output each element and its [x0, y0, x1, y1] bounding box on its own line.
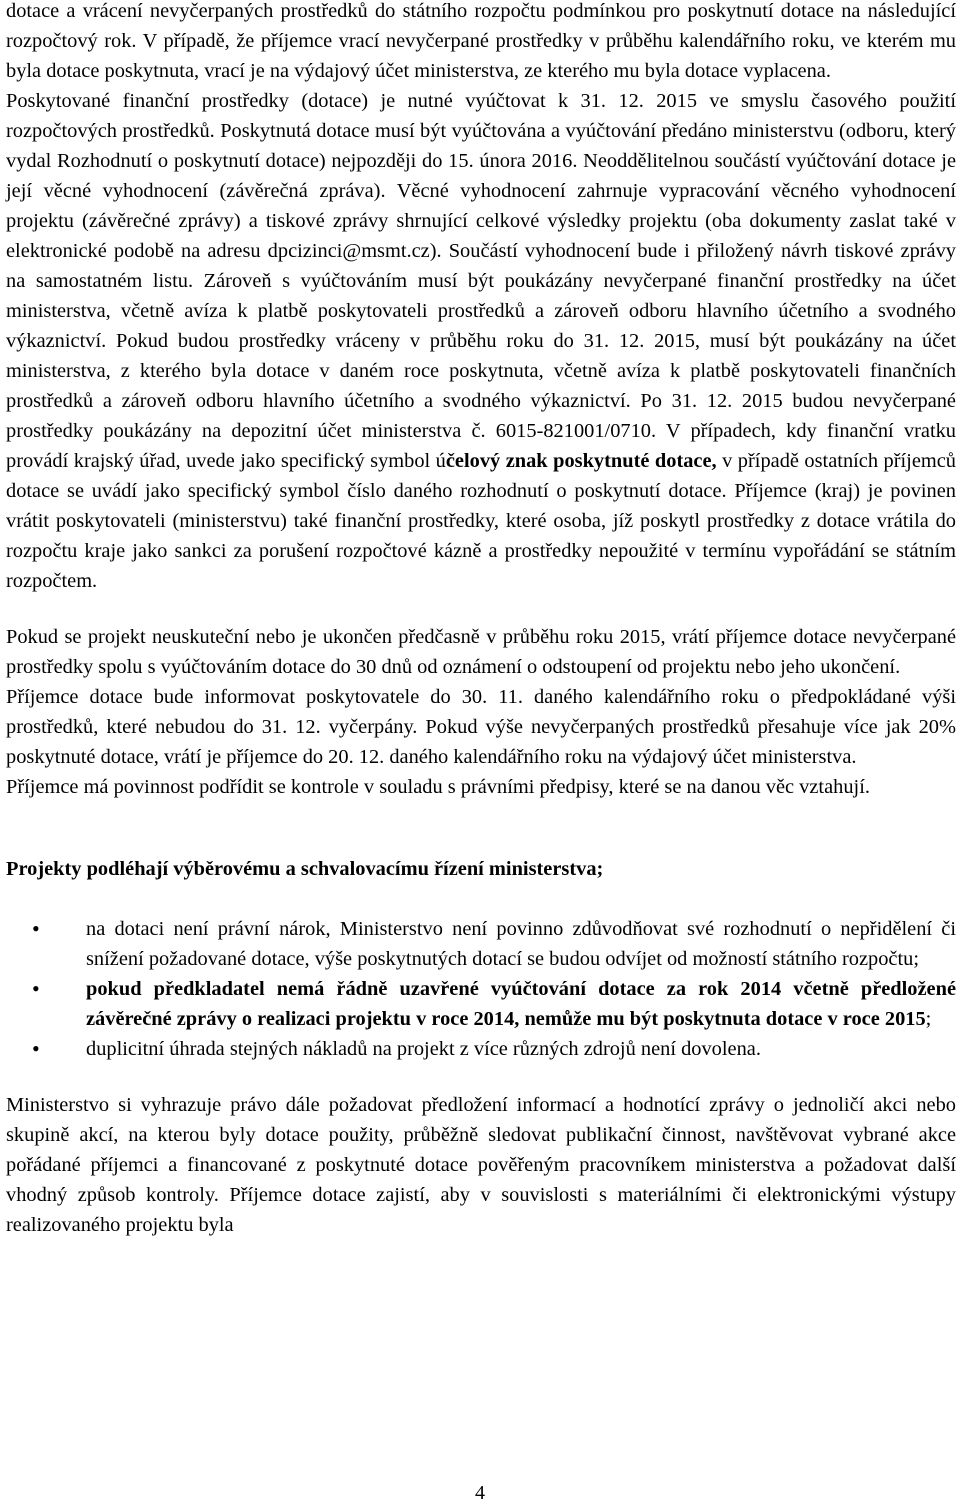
list-item	[6, 974, 956, 1034]
paragraph-project-cancel: Pokud se projekt neuskuteční nebo je ukončen předčasně v průběhu roku 2015, vrátí příjemce dotace nevyčerpané prostředky spolu s vyúčtováním dotace do 30 dnů od oznámení o odstoupení od projektu nebo jeho ukončení.	[6, 626, 956, 678]
paragraph-settlement-bold: čelový znak poskytnuté dotace,	[445, 450, 717, 472]
paragraph-settlement-tail: v případě ostatních příjemců dotace se uvádí jako specifický symbol číslo daného rozhodnutí o poskytnutí dotace. Příjemce (kraj) je povinen vrátit poskytovateli (ministerstvu) také finanční prostředky, které osoba, jíž poskytl prostředky z dotace vrátila do rozpočtu kraje jako sankci za porušení rozpočtové kázně a prostředky nepoužité v termínu vypořádání se státním rozpočtem.	[6, 450, 957, 592]
paragraph-control: Příjemce má povinnost podřídit se kontrole v souladu s právními předpisy, které se na danou věc vztahují.	[6, 776, 870, 798]
paragraph-ministry-rights: Ministerstvo si vyhrazuje právo dále požadovat předložení informací a hodnotící zprávy o jednoličí akci nebo skupině akcí, na kterou byly dotace použity, průběžně sledovat publikační činnost, navštěvovat vybrané akce pořádané příjemci a financované z poskytnuté dotace pověřeným pracovníkem ministerstva a požadovat další vhodný způsob kontroly. Příjemce dotace zajistí, aby v souvislosti s materiálními či elektronickými výstupy realizovaného projektu byla	[6, 1094, 956, 1236]
conditions-list	[6, 914, 956, 1064]
paragraph-settlement-text: Poskytované finanční prostředky (dotace) je nutné vyúčtovat k 31. 12. 2015 ve smyslu časového použití rozpočtových prostředků. Poskytnutá dotace musí být vyúčtována a vyúčtování předáno ministerstvu (odboru, který vydal Rozhodnutí o poskytnutí dotace) nejpozději do 15. února 2016. Neoddělitelnou součástí vyúčtování dotace je její věcné vyhodnocení (závěrečná zpráva). Věcné vyhodnocení zahrnuje vypracování věcného vyhodnocení projektu (závěrečné zprávy) a tiskové zprávy shrnující celkové výsledky projektu (oba dokumenty zaslat také v elektronické podobě na adresu dpcizinci@msmt.cz). Součástí vyhodnocení bude i přiložený návrh tiskové zprávy na samostatném listu. Zároveň s vyúčtováním musí být poukázány nevyčerpané finanční prostředky na účet ministerstva, včetně avíza k platbě poskytovateli prostředků a zároveň odboru hlavního účetního a svodného výkaznictví. Pokud budou prostředky vráceny v průběhu roku do 31. 12. 2015, musí být poukázány na účet ministerstva, z kterého byla dotace v daném roce poskytnuta, včetně avíza k platbě poskytovateli finančních prostředků a zároveň odboru hlavního účetního a svodného výkaznictví. Po 31. 12. 2015 budou nevyčerpané prostředky poukázány na depozitní účet ministerstva č. 6015-821001/0710. V případech, kdy finanční vratku provádí krajský úřad, uvede jako specifický symbol ú	[6, 90, 956, 472]
list-item-tail: ;	[925, 1008, 932, 1030]
paragraph-inform-provider: Příjemce dotace bude informovat poskytovatele do 30. 11. daného kalendářního roku o předpokládané výši prostředků, které nebudou do 31. 12. vyčerpány. Pokud výše nevyčerpaných prostředků přesahuje více jak 20% poskytnuté dotace, vrátí je příjemce do 20. 12. daného kalendářního roku na výdajový účet ministerstva.	[6, 686, 956, 768]
document-page	[6, 0, 956, 1240]
section-heading: Projekty podléhají výběrovému a schvalovacímu řízení ministerstva;	[6, 858, 604, 880]
list-item-bold: pokud předkladatel nemá řádně uzavřené vyúčtování dotace za rok 2014 včetně předložené závěrečné zprávy o realizaci projektu v roce 2014, nemůže mu být poskytnuta dotace v roce 2015	[86, 978, 956, 1030]
paragraph-refund-intro: dotace a vrácení nevyčerpaných prostředků do státního rozpočtu podmínkou pro poskytnutí dotace na následující rozpočtový rok. V případě, že příjemce vrací nevyčerpané prostředky v průběhu kalendářního roku, ve kterém mu byla dotace poskytnuta, vrací je na výdajový účet ministerstva, ze kterého mu byla dotace vyplacena.	[6, 0, 956, 82]
paragraph-settlement	[6, 86, 956, 596]
page-number: 4	[475, 1482, 485, 1504]
list-item: • na dotaci není právní nárok, Ministerstvo není povinno zdůvodňovat své rozhodnutí o nepřidělení či snížení požadované dotace, výše poskytnutých dotací se budou odvíjet od možností státního rozpočtu;	[6, 914, 956, 974]
list-item: • duplicitní úhrada stejných nákladů na projekt z více různých zdrojů není dovolena.	[6, 1034, 956, 1064]
